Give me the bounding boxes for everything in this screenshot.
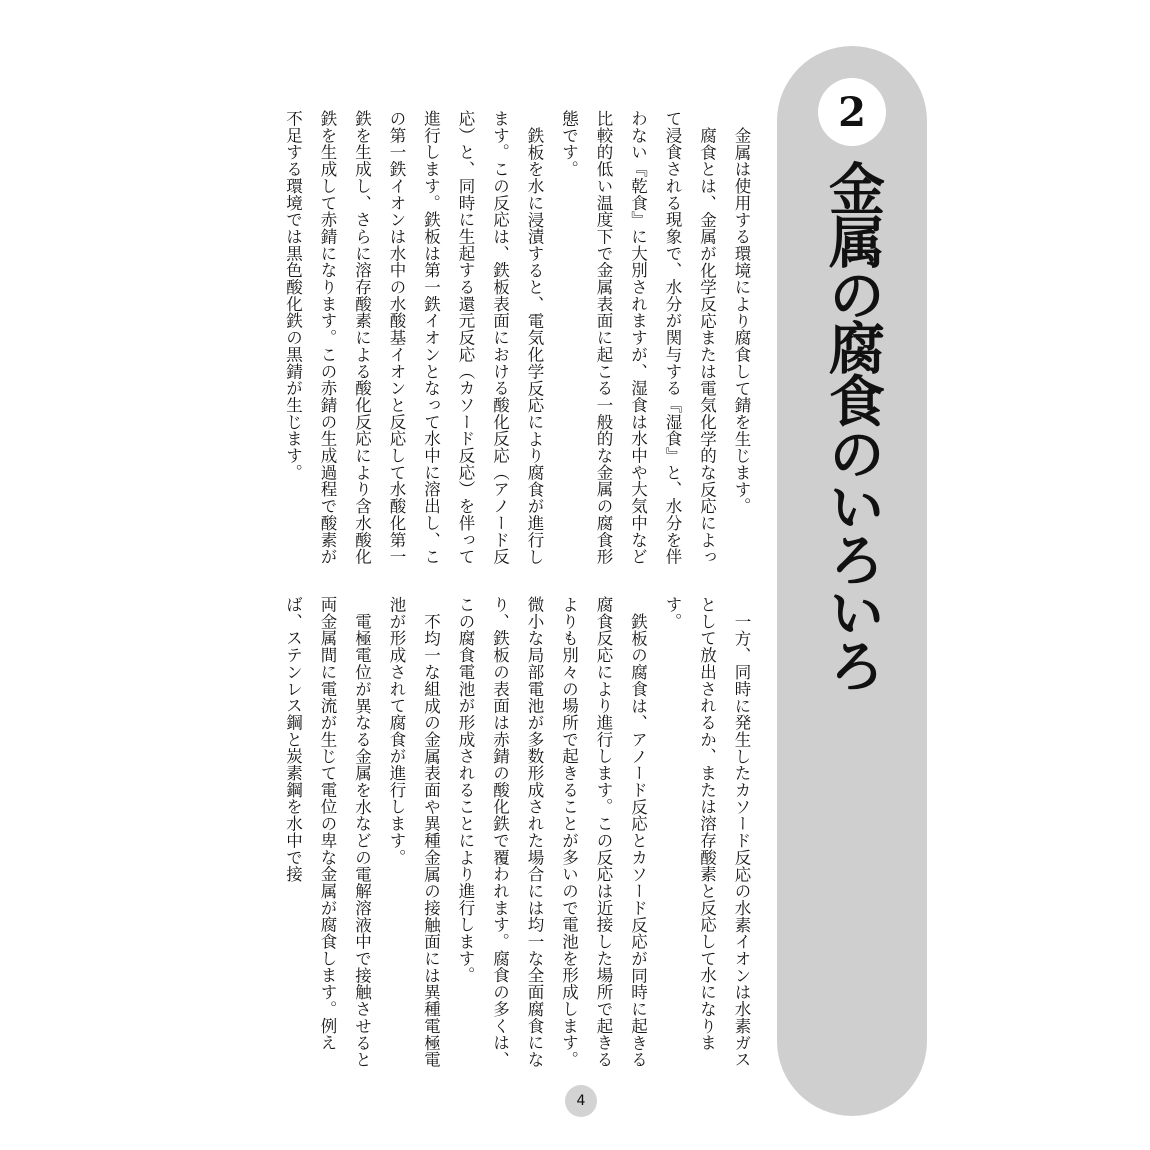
- chapter-title: 金属の腐食のいろいろ: [820, 160, 886, 690]
- page-number: 4: [576, 1093, 586, 1109]
- paragraph: 鉄板を水に浸漬すると、電気化学反応により腐食が進行します。この反応は、鉄板表面における酸化反応（アノード反応）と、同時に生起する還元反応（カソード反応）を伴って進行します。鉄板は第一鉄イオンとなって水中に溶出し、この第一鉄イオンは水中の水酸基イオンと反応して水酸化第一鉄を生成し、さらに溶存酸素による酸化反応により含水酸化鉄を生成して赤錆になります。この赤錆の生成過程で酸素が不足する環境では黒色酸化鉄の黒錆が生じます。: [283, 110, 544, 565]
- paragraph: 一方、同時に発生したカソード反応の水素イオンは水素ガスとして放出されるか、または溶存酸素と反応して水になります。: [663, 596, 751, 1068]
- paragraph: 電極電位が異なる金属を水などの電解溶液中で接触させると両金属間に電流が生じて電位の卑な金属が腐食します。例えば、ステンレス鋼と炭素鋼を水中で接: [283, 596, 372, 1068]
- lower-text-block: [240, 596, 758, 1071]
- chapter-number-badge: [818, 78, 886, 146]
- upper-text-block: [240, 110, 758, 580]
- paragraph: 金属は使用する環境により腐食して錆を生じます。: [732, 126, 751, 515]
- page-number-badge: [565, 1085, 597, 1117]
- paragraph: 不均一な組成の金属表面や異種金属の接触面には異種電極電池が形成されて腐食が進行します。: [387, 596, 441, 1068]
- paragraph: 腐食とは、金属が化学反応または電気化学的な反応によって浸食される現象で、水分が関与する『湿食』と、水分を伴わない『乾食』に大別されますが、湿食は水中や大気中など比較的低い温度下で金属表面に起こる一般的な金属の腐食形態です。: [559, 110, 717, 565]
- chapter-number: 2: [838, 88, 866, 136]
- paragraph: 鉄板の腐食は、アノード反応とカソード反応が同時に起きる腐食反応により進行します。この反応は近接した場所で起きるよりも別々の場所で起きることが多いので電池を形成します。微小な局部電池が多数形成された場合には均一な全面腐食になり、鉄板の表面は赤錆の酸化鉄で覆われます。腐食の多くは、この腐食電池が形成されることにより進行します。: [456, 596, 648, 1068]
